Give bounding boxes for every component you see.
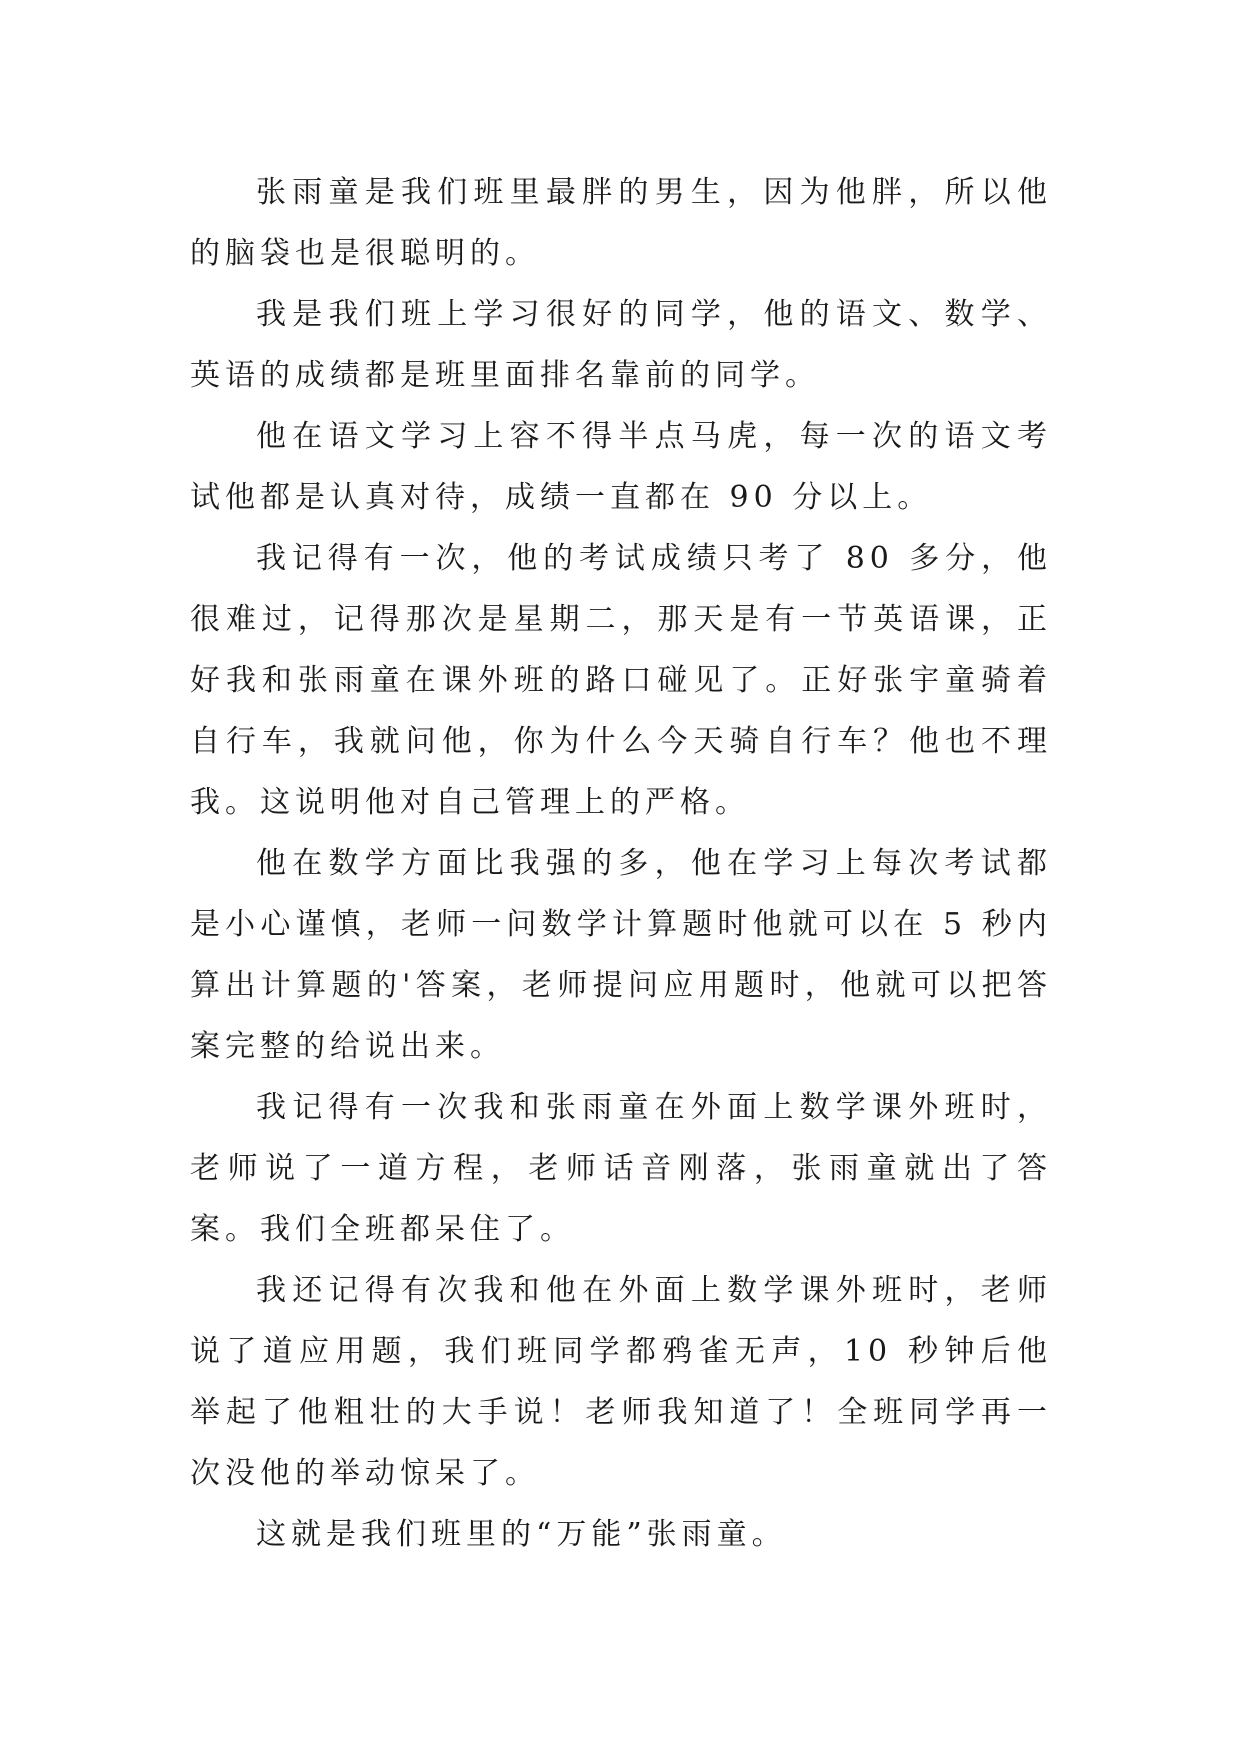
paragraph: 我记得有一次，他的考试成绩只考了 80 多分，他很难过，记得那次是星期二，那天是有一节英语课，正好我和张雨童在课外班的路口碰见了。正好张宇童骑着自行车，我就问他，你为什么今天骑自行车？他也不理我。这说明他对自己管理上的严格。 xyxy=(190,541,1052,820)
paragraph: 他在数学方面比我强的多，他在学习上每次考试都是小心谨慎，老师一问数学计算题时他就可以在 5 秒内算出计算题的'答案，老师提问应用题时，他就可以把答案完整的给说出来。 xyxy=(190,846,1052,1064)
paragraph: 张雨童是我们班里最胖的男生，因为他胖，所以他的脑袋也是很聪明的。 xyxy=(190,175,1052,271)
paragraph: 我还记得有次我和他在外面上数学课外班时，老师说了道应用题，我们班同学都鸦雀无声，10 秒钟后他举起了他粗壮的大手说！老师我知道了！全班同学再一次没他的举动惊呆了。 xyxy=(190,1273,1052,1491)
document-body xyxy=(190,162,1052,1565)
paragraph: 我是我们班上学习很好的同学，他的语文、数学、英语的成绩都是班里面排名靠前的同学。 xyxy=(190,297,1052,393)
paragraph: 我记得有一次我和张雨童在外面上数学课外班时，老师说了一道方程，老师话音刚落，张雨童就出了答案。我们全班都呆住了。 xyxy=(190,1090,1052,1247)
paragraph: 这就是我们班里的“万能”张雨童。 xyxy=(256,1517,787,1552)
paragraph: 他在语文学习上容不得半点马虎，每一次的语文考试他都是认真对待，成绩一直都在 90 分以上。 xyxy=(190,419,1052,515)
